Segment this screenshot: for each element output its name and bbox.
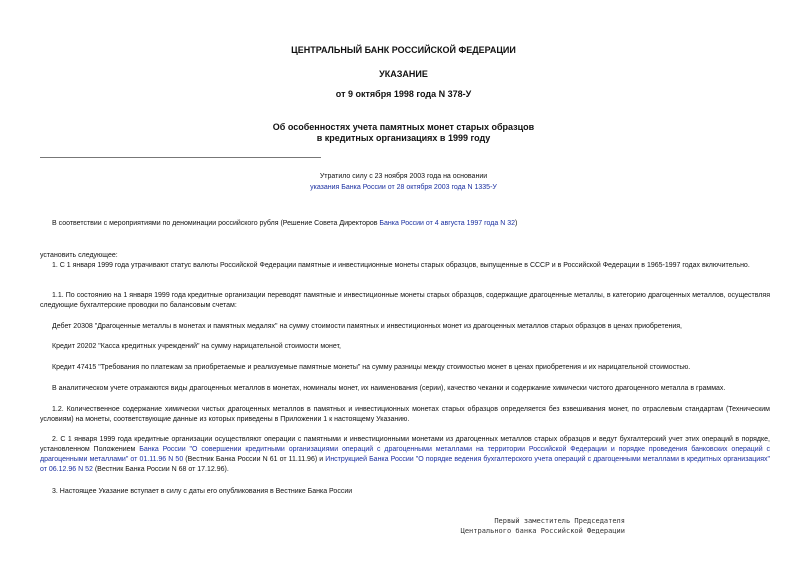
clause-1-1: 1.1. По состоянию на 1 января 1999 года кредитные организации переводят памятные и инвестиционные монеты старых образцов, содержащие драгоценные металлы, в категорию драгоценных металлов, осуществляя следующие бухгалтерские проводки по балансовым счетам: [40,292,770,309]
analytic-accounting-paragraph: В аналитическом учете отражаются виды драгоценных металлов в монетах, номиналы монет, их наименования (серии), качество чеканки и содержание химически чистого драгоценного металла в граммах. [52,385,726,392]
clause-2-text-b: (Вестник Банка России N 61 от 11.11.96) и [183,456,326,463]
clause-1-2: 1.2. Количественное содержание химически чистых драгоценных металлов в памятных и инвестиционных монетах старых образцов определяется без взвешивания монет, по отраслевым стандартам (Техническим условиям) на монеты, соответствующие данные из которых приведены в Приложении 1 к настоящему Указанию. [40,406,770,423]
clause-1: 1. С 1 января 1999 года утрачивают статус валюты Российской Федерации памятные и инвестиционные монеты старых образцов, выпущенные в СССР и в Российской Федерации в 1965-1997 годах включительно. [52,262,750,269]
signature-title-line-2: Центрального банка Российской Федерации [460,527,625,535]
document-title-line-2: в кредитных организациях в 1999 году [316,133,491,143]
document-type-heading: УКАЗАНИЕ [379,69,428,79]
document-date-number: от 9 октября 1998 года N 378-У [335,89,472,99]
preamble-end: ) [515,220,518,227]
credit-entry-2: Кредит 47415 "Требования по платежам за приобретаемые и реализуемые памятные монеты" на сумму разницы между стоимостью монет в ценах приобретения и их нарицательной стоимостью. [52,364,691,371]
repeal-note: Утратило силу с 23 ноября 2003 года на основании [319,173,488,180]
credit-entry-1: Кредит 20202 "Касса кредитных учреждений" на сумму нарицательной стоимости монет, [52,343,341,350]
bank-name-heading: ЦЕНТРАЛЬНЫЙ БАНК РОССИЙСКОЙ ФЕДЕРАЦИИ [291,45,516,55]
clause-2-text-a: 2. С 1 января 1999 года кредитные организации осуществляют операции с памятными и инвестиционными монетами из драгоценных металлов старых образцов и ведут бухгалтерский учет этих операций в порядке, установленном Положением [40,436,770,453]
clause-2 [40,435,770,475]
preamble-text: В соответствии с мероприятиями по деноминации российского рубля (Решение Совета Директоров [52,220,380,227]
repeal-note-link-row [0,182,807,194]
repeal-decree-link[interactable]: указания Банка России от 28 октября 2003 года N 1335-У [310,184,497,191]
signature-title-line-1: Первый заместитель Председателя [494,517,625,525]
document-title-line-1: Об особенностях учета памятных монет старых образцов [272,122,535,132]
regulation-50-link[interactable]: Банка России "О совершении кредитными организациями операций с драгоценными металлами на территории Российской Федерации и порядке проведения банковских операций с драгоценными металлами" от 01.11.96 N 50 [40,446,770,463]
instruction-52-link[interactable]: Инструкцией Банка России "О порядке ведения бухгалтерского учета операций с драгоценными металлами в кредитных организациях" от 06.12.96 N 52 [40,456,770,473]
board-decision-link[interactable]: Банка России от 4 августа 1997 года N 32 [379,220,515,227]
clause-2-text-c: (Вестник Банка России N 68 от 17.12.96). [92,466,229,473]
debit-entry: Дебет 20308 "Драгоценные металлы в монетах и памятных медалях" на сумму стоимости памятных и инвестиционных монет из драгоценных металлов старых образцов в ценах приобретения, [52,323,682,330]
clause-3: 3. Настоящее Указание вступает в силу с даты его опубликования в Вестнике Банка России [52,488,353,495]
preamble-paragraph [40,219,770,229]
establish-line: установить следующее: [40,252,118,259]
divider-rule [40,157,321,158]
